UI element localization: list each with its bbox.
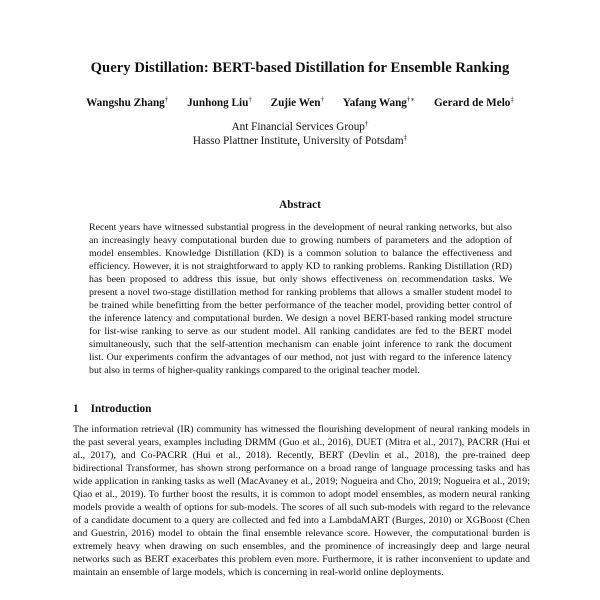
- author: Wangshu Zhang†: [86, 95, 169, 109]
- author: Gerard de Melo‡: [433, 95, 514, 109]
- affiliation: Hasso Plattner Institute, University of Potsdam‡: [192, 133, 408, 147]
- section-number: 1: [73, 403, 79, 415]
- section-title: Introduction: [90, 403, 152, 415]
- abstract-text: Recent years have witnessed substantial progress in the development of neural ranking networks, but also an increasingly heavy computational burden due to growing numbers of parameters and the adoption of model ensembles. Knowledge Distillation (KD) is a common solution to balance the effectiveness and efficiency. However, it is not straightforward to apply KD to ranking problems. Ranking Distillation (RD) has been proposed to address this issue, but only shows effectiveness on recommendation tasks. We present a novel two-stage distillation method for ranking problems that allows a smaller student model to be trained while benefitting from the better performance of the teacher model, providing better control of the inference latency and computational burden. We design a novel BERT-based ranking model structure for list-wise ranking to serve as our student model. All ranking candidates are fed to the BERT model simultaneously, such that the self-attention mechanism can enable joint inference to rank the document list. Our experiments confirm the advantages of our method, not just with regard to the inference latency but also in terms of higher-quality rankings compared to the original teacher model.: [89, 222, 512, 376]
- author: Junhong Liu†: [187, 95, 252, 109]
- abstract-heading: Abstract: [279, 199, 321, 211]
- affiliation: Ant Financial Services Group†: [231, 119, 369, 133]
- section-heading: [73, 403, 151, 415]
- author-list: [0, 97, 600, 109]
- author: Yafang Wang†∗: [342, 95, 416, 109]
- introduction-body: [73, 423, 530, 579]
- paragraph: The information retrieval (IR) community has witnessed the flourishing development of neural ranking models in the past several years, examples including DRMM (Guo et al., 2016), DUET (Mitra et al., 2017), PACRR (Hui et al., 2017), and Co-PACRR (Hui et al., 2018). Recently, BERT (Devlin et al., 2018), the pre-trained deep bidirectional Transformer, has shown strong performance on a broad range of language processing tasks and has wide application in ranking tasks as well (MacAvaney et al., 2019; Nogueira and Cho, 2019; Nogueira et al., 2019; Qiao et al., 2019). To further boost the results, it is common to adopt model ensembles, as modern neural ranking models provide a wealth of options for sub-models. The scores of all such sub-models with regard to the relevance of a candidate document to a query are collected and fed into a LambdaMART (Burges, 2010) or XGBoost (Chen and Guestrin, 2016) model to obtain the final ensemble relevance score. However, the computational burden is extremely heavy when drawing on such ensembles, and the prominence of increasingly deep and large neural networks such as BERT exacerbates this problem even more. Furthermore, it is rather inconvenient to update and maintain an ensemble of large models, which is concerning in real-world online deployments.: [73, 424, 530, 578]
- paper-title: Query Distillation: BERT-based Distillation for Ensemble Ranking: [90, 60, 510, 76]
- author: Zujie Wen†: [270, 95, 324, 109]
